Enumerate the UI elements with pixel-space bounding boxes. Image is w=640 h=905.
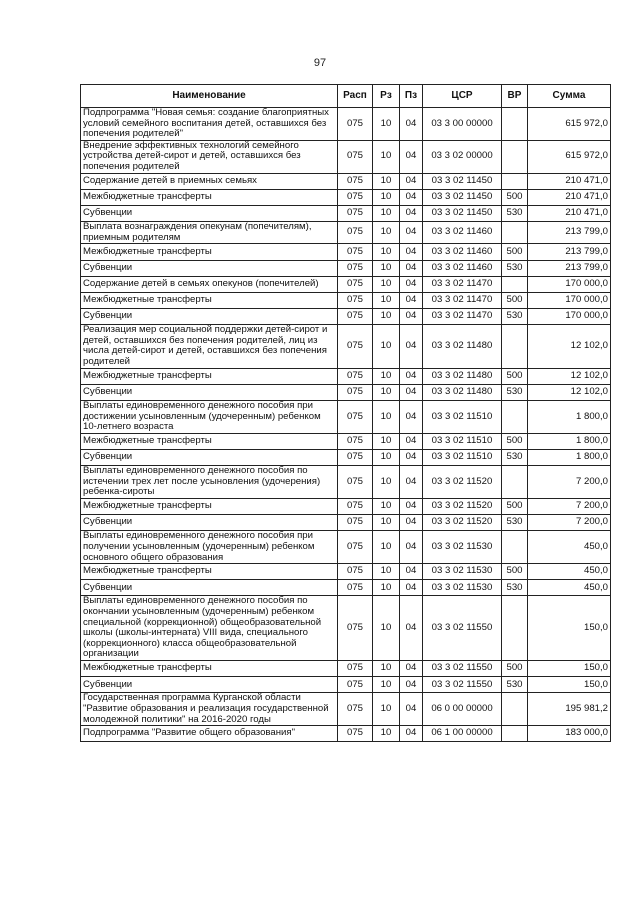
cell-rasp: 075 xyxy=(338,515,373,531)
cell-name: Межбюджетные трансферты xyxy=(81,564,338,580)
table-row xyxy=(81,661,611,677)
cell-sum: 1 800,0 xyxy=(528,449,611,465)
page-number: 97 xyxy=(313,57,327,69)
cell-pz: 04 xyxy=(400,384,423,400)
table-row xyxy=(81,222,611,244)
cell-sum: 615 972,0 xyxy=(528,108,611,141)
table-row xyxy=(81,244,611,260)
cell-pz: 04 xyxy=(400,515,423,531)
cell-rz: 10 xyxy=(373,384,400,400)
cell-csr: 03 3 02 11470 xyxy=(423,292,502,308)
cell-csr: 03 3 02 11510 xyxy=(423,449,502,465)
cell-csr: 03 3 02 11480 xyxy=(423,325,502,368)
cell-rz: 10 xyxy=(373,693,400,726)
cell-csr: 03 3 02 11520 xyxy=(423,515,502,531)
cell-name: Межбюджетные трансферты xyxy=(81,661,338,677)
table-header-row xyxy=(81,85,611,108)
cell-sum: 213 799,0 xyxy=(528,260,611,276)
cell-sum: 150,0 xyxy=(528,677,611,693)
cell-pz: 04 xyxy=(400,580,423,596)
table-row xyxy=(81,515,611,531)
cell-csr: 03 3 02 11450 xyxy=(423,189,502,205)
cell-sum: 210 471,0 xyxy=(528,189,611,205)
cell-name: Внедрение эффективных технологий семейного устройства детей-сирот и детей, оставшихся без попечения родителей xyxy=(81,140,338,173)
table-row xyxy=(81,580,611,596)
cell-sum: 150,0 xyxy=(528,661,611,677)
cell-sum: 183 000,0 xyxy=(528,726,611,742)
cell-name: Подпрограмма "Новая семья: создание благоприятных условий семейного воспитания детей, оставшихся без попечения родителей" xyxy=(81,108,338,141)
cell-rz: 10 xyxy=(373,244,400,260)
cell-csr: 03 3 02 11530 xyxy=(423,580,502,596)
cell-pz: 04 xyxy=(400,173,423,189)
cell-vr xyxy=(502,276,528,292)
cell-csr: 03 3 02 11480 xyxy=(423,368,502,384)
cell-name: Выплаты единовременного денежного пособия по окончании усыновленным (удочеренным) ребенком специальной (коррекционной) общеобразовательной школы (школы-интерната) VIII вида, специального (коррекционного) класса общеобразовательной организации xyxy=(81,596,338,661)
header-name: Наименование xyxy=(81,85,338,108)
cell-sum: 210 471,0 xyxy=(528,173,611,189)
cell-name: Субвенции xyxy=(81,260,338,276)
cell-name: Субвенции xyxy=(81,205,338,221)
cell-vr: 500 xyxy=(502,433,528,449)
cell-rz: 10 xyxy=(373,580,400,596)
cell-rz: 10 xyxy=(373,449,400,465)
cell-vr xyxy=(502,466,528,499)
cell-csr: 03 3 02 11460 xyxy=(423,260,502,276)
cell-rz: 10 xyxy=(373,531,400,564)
cell-name: Содержание детей в приемных семьях xyxy=(81,173,338,189)
cell-pz: 04 xyxy=(400,108,423,141)
cell-vr: 530 xyxy=(502,205,528,221)
table-row xyxy=(81,564,611,580)
cell-sum: 7 200,0 xyxy=(528,466,611,499)
cell-rasp: 075 xyxy=(338,726,373,742)
cell-name: Субвенции xyxy=(81,677,338,693)
cell-pz: 04 xyxy=(400,693,423,726)
cell-name: Субвенции xyxy=(81,309,338,325)
cell-sum: 450,0 xyxy=(528,564,611,580)
cell-rz: 10 xyxy=(373,677,400,693)
cell-pz: 04 xyxy=(400,661,423,677)
cell-rasp: 075 xyxy=(338,325,373,368)
cell-pz: 04 xyxy=(400,368,423,384)
cell-csr: 03 3 02 11550 xyxy=(423,596,502,661)
cell-sum: 7 200,0 xyxy=(528,515,611,531)
cell-rasp: 075 xyxy=(338,260,373,276)
cell-csr: 03 3 02 00000 xyxy=(423,140,502,173)
header-vr: ВР xyxy=(502,85,528,108)
cell-vr: 530 xyxy=(502,677,528,693)
cell-csr: 03 3 02 11520 xyxy=(423,498,502,514)
cell-rasp: 075 xyxy=(338,401,373,434)
cell-sum: 450,0 xyxy=(528,531,611,564)
cell-rasp: 075 xyxy=(338,244,373,260)
cell-vr xyxy=(502,108,528,141)
cell-pz: 04 xyxy=(400,189,423,205)
cell-rz: 10 xyxy=(373,726,400,742)
cell-rz: 10 xyxy=(373,401,400,434)
cell-vr: 500 xyxy=(502,244,528,260)
cell-csr: 06 0 00 00000 xyxy=(423,693,502,726)
cell-vr xyxy=(502,401,528,434)
cell-rz: 10 xyxy=(373,276,400,292)
cell-name: Межбюджетные трансферты xyxy=(81,498,338,514)
cell-sum: 1 800,0 xyxy=(528,433,611,449)
cell-rasp: 075 xyxy=(338,449,373,465)
cell-csr: 03 3 02 11510 xyxy=(423,433,502,449)
table-row xyxy=(81,292,611,308)
cell-rz: 10 xyxy=(373,173,400,189)
cell-pz: 04 xyxy=(400,498,423,514)
cell-rasp: 075 xyxy=(338,292,373,308)
table-row xyxy=(81,401,611,434)
cell-rz: 10 xyxy=(373,466,400,499)
cell-sum: 450,0 xyxy=(528,580,611,596)
cell-name: Субвенции xyxy=(81,384,338,400)
cell-rz: 10 xyxy=(373,564,400,580)
cell-rz: 10 xyxy=(373,189,400,205)
table-row xyxy=(81,677,611,693)
cell-sum: 170 000,0 xyxy=(528,292,611,308)
cell-vr: 500 xyxy=(502,661,528,677)
cell-csr: 06 1 00 00000 xyxy=(423,726,502,742)
cell-rz: 10 xyxy=(373,205,400,221)
cell-vr: 530 xyxy=(502,260,528,276)
header-pz: Пз xyxy=(400,85,423,108)
cell-vr xyxy=(502,173,528,189)
table-row xyxy=(81,173,611,189)
cell-name: Выплаты единовременного денежного пособия при достижении усыновленным (удочеренным) ребенком 10-летнего возраста xyxy=(81,401,338,434)
cell-pz: 04 xyxy=(400,433,423,449)
cell-pz: 04 xyxy=(400,726,423,742)
table-row xyxy=(81,498,611,514)
cell-csr: 03 3 02 11480 xyxy=(423,384,502,400)
cell-rasp: 075 xyxy=(338,466,373,499)
table-row xyxy=(81,368,611,384)
cell-rz: 10 xyxy=(373,325,400,368)
cell-pz: 04 xyxy=(400,564,423,580)
cell-rasp: 075 xyxy=(338,564,373,580)
cell-vr xyxy=(502,693,528,726)
table-row xyxy=(81,140,611,173)
table-row xyxy=(81,384,611,400)
cell-rz: 10 xyxy=(373,140,400,173)
cell-csr: 03 3 02 11470 xyxy=(423,276,502,292)
cell-pz: 04 xyxy=(400,140,423,173)
cell-rasp: 075 xyxy=(338,189,373,205)
header-rz: Рз xyxy=(373,85,400,108)
cell-sum: 170 000,0 xyxy=(528,309,611,325)
cell-rasp: 075 xyxy=(338,498,373,514)
cell-rz: 10 xyxy=(373,260,400,276)
table-row xyxy=(81,596,611,661)
cell-vr: 530 xyxy=(502,309,528,325)
cell-rasp: 075 xyxy=(338,173,373,189)
table-row xyxy=(81,693,611,726)
cell-pz: 04 xyxy=(400,466,423,499)
cell-name: Содержание детей в семьях опекунов (попечителей) xyxy=(81,276,338,292)
cell-csr: 03 3 02 11530 xyxy=(423,531,502,564)
cell-rasp: 075 xyxy=(338,309,373,325)
cell-pz: 04 xyxy=(400,449,423,465)
cell-rz: 10 xyxy=(373,108,400,141)
cell-rasp: 075 xyxy=(338,276,373,292)
cell-vr: 500 xyxy=(502,498,528,514)
cell-rasp: 075 xyxy=(338,108,373,141)
table-row xyxy=(81,433,611,449)
cell-rasp: 075 xyxy=(338,222,373,244)
cell-sum: 210 471,0 xyxy=(528,205,611,221)
cell-name: Реализация мер социальной поддержки детей-сирот и детей, оставшихся без попечения родителей, лиц из числа детей-сирот и детей, оставшихся без попечения родителей xyxy=(81,325,338,368)
cell-rz: 10 xyxy=(373,498,400,514)
cell-csr: 03 3 02 11460 xyxy=(423,222,502,244)
header-sum: Сумма xyxy=(528,85,611,108)
cell-vr xyxy=(502,726,528,742)
cell-name: Подпрограмма "Развитие общего образования" xyxy=(81,726,338,742)
cell-pz: 04 xyxy=(400,596,423,661)
table-row xyxy=(81,466,611,499)
cell-name: Межбюджетные трансферты xyxy=(81,292,338,308)
cell-sum: 7 200,0 xyxy=(528,498,611,514)
cell-sum: 615 972,0 xyxy=(528,140,611,173)
header-rasp: Расп xyxy=(338,85,373,108)
cell-rz: 10 xyxy=(373,433,400,449)
cell-rasp: 075 xyxy=(338,531,373,564)
cell-sum: 213 799,0 xyxy=(528,222,611,244)
cell-rasp: 075 xyxy=(338,693,373,726)
cell-csr: 03 3 02 11550 xyxy=(423,677,502,693)
cell-rasp: 075 xyxy=(338,677,373,693)
table-body xyxy=(81,108,611,742)
cell-name: Межбюджетные трансферты xyxy=(81,244,338,260)
header-csr: ЦСР xyxy=(423,85,502,108)
cell-sum: 12 102,0 xyxy=(528,368,611,384)
cell-name: Выплаты единовременного денежного пособия при получении усыновленным (удочеренным) ребенком основного общего образования xyxy=(81,531,338,564)
table-row xyxy=(81,531,611,564)
cell-name: Межбюджетные трансферты xyxy=(81,433,338,449)
cell-vr xyxy=(502,596,528,661)
cell-csr: 03 3 02 11530 xyxy=(423,564,502,580)
table-row xyxy=(81,449,611,465)
cell-vr: 500 xyxy=(502,189,528,205)
cell-rasp: 075 xyxy=(338,368,373,384)
cell-name: Субвенции xyxy=(81,515,338,531)
cell-pz: 04 xyxy=(400,401,423,434)
cell-sum: 150,0 xyxy=(528,596,611,661)
cell-sum: 195 981,2 xyxy=(528,693,611,726)
cell-name: Выплаты единовременного денежного пособия по истечении трех лет после усыновления (удочерения) ребенка-сироты xyxy=(81,466,338,499)
cell-name: Субвенции xyxy=(81,449,338,465)
cell-name: Выплата вознаграждения опекунам (попечителям), приемным родителям xyxy=(81,222,338,244)
cell-rz: 10 xyxy=(373,661,400,677)
cell-rasp: 075 xyxy=(338,205,373,221)
cell-vr xyxy=(502,325,528,368)
cell-name: Субвенции xyxy=(81,580,338,596)
cell-csr: 03 3 02 11460 xyxy=(423,244,502,260)
cell-vr: 530 xyxy=(502,384,528,400)
table-row xyxy=(81,726,611,742)
cell-rasp: 075 xyxy=(338,433,373,449)
cell-rz: 10 xyxy=(373,222,400,244)
cell-pz: 04 xyxy=(400,292,423,308)
cell-sum: 1 800,0 xyxy=(528,401,611,434)
cell-csr: 03 3 02 11450 xyxy=(423,205,502,221)
cell-rz: 10 xyxy=(373,309,400,325)
cell-name: Межбюджетные трансферты xyxy=(81,189,338,205)
cell-vr: 530 xyxy=(502,580,528,596)
cell-vr: 500 xyxy=(502,564,528,580)
table-row xyxy=(81,325,611,368)
cell-rasp: 075 xyxy=(338,596,373,661)
cell-rz: 10 xyxy=(373,368,400,384)
cell-pz: 04 xyxy=(400,244,423,260)
cell-vr xyxy=(502,140,528,173)
budget-table xyxy=(80,84,611,742)
cell-csr: 03 3 02 11520 xyxy=(423,466,502,499)
cell-name: Государственная программа Курганской области "Развитие образования и реализация государственной молодежной политики" на 2016-2020 годы xyxy=(81,693,338,726)
cell-pz: 04 xyxy=(400,677,423,693)
cell-pz: 04 xyxy=(400,276,423,292)
cell-rz: 10 xyxy=(373,596,400,661)
cell-csr: 03 3 02 11550 xyxy=(423,661,502,677)
cell-rz: 10 xyxy=(373,292,400,308)
cell-csr: 03 3 02 11470 xyxy=(423,309,502,325)
cell-vr xyxy=(502,222,528,244)
cell-pz: 04 xyxy=(400,309,423,325)
cell-sum: 170 000,0 xyxy=(528,276,611,292)
cell-rasp: 075 xyxy=(338,580,373,596)
cell-rasp: 075 xyxy=(338,140,373,173)
table-row xyxy=(81,108,611,141)
table-row xyxy=(81,309,611,325)
cell-rz: 10 xyxy=(373,515,400,531)
cell-pz: 04 xyxy=(400,325,423,368)
table-row xyxy=(81,205,611,221)
cell-rasp: 075 xyxy=(338,384,373,400)
cell-pz: 04 xyxy=(400,205,423,221)
cell-csr: 03 3 00 00000 xyxy=(423,108,502,141)
cell-pz: 04 xyxy=(400,222,423,244)
cell-vr: 530 xyxy=(502,515,528,531)
cell-csr: 03 3 02 11450 xyxy=(423,173,502,189)
cell-rasp: 075 xyxy=(338,661,373,677)
table-row xyxy=(81,189,611,205)
cell-vr: 530 xyxy=(502,449,528,465)
cell-csr: 03 3 02 11510 xyxy=(423,401,502,434)
table-row xyxy=(81,260,611,276)
cell-pz: 04 xyxy=(400,260,423,276)
cell-vr: 500 xyxy=(502,292,528,308)
cell-vr xyxy=(502,531,528,564)
cell-sum: 12 102,0 xyxy=(528,325,611,368)
cell-sum: 213 799,0 xyxy=(528,244,611,260)
cell-sum: 12 102,0 xyxy=(528,384,611,400)
cell-vr: 500 xyxy=(502,368,528,384)
cell-name: Межбюджетные трансферты xyxy=(81,368,338,384)
cell-pz: 04 xyxy=(400,531,423,564)
table-row xyxy=(81,276,611,292)
